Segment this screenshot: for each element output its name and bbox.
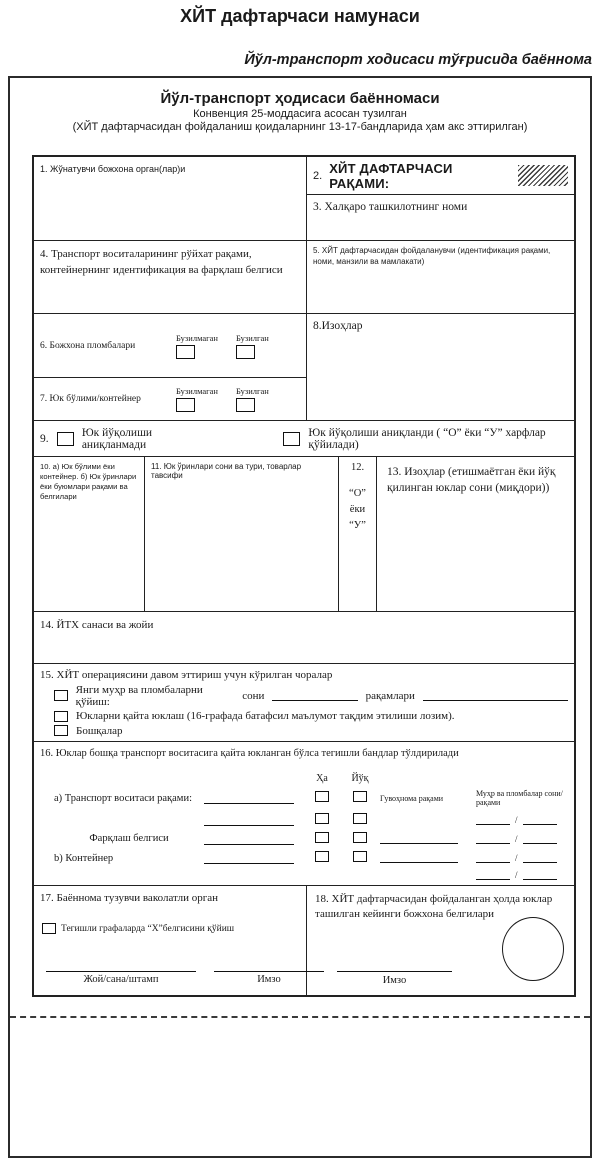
- no-loss-label: Юк йўқолиши аниқланмади: [81, 426, 153, 451]
- field-7-label: 7. Юк бўлими/контейнер: [40, 393, 141, 404]
- broken-label: Бузилган: [235, 385, 269, 396]
- field-12-o-or-u: [339, 457, 377, 611]
- field-12-o: “О”: [349, 488, 366, 499]
- seal-number-line[interactable]: [523, 815, 557, 825]
- vehicle-no-checkbox-2[interactable]: [353, 813, 367, 824]
- seal-count-line[interactable]: [476, 815, 510, 825]
- mark-yes-checkbox[interactable]: [315, 832, 329, 843]
- reload-checkbox[interactable]: [54, 711, 68, 722]
- mark-line-1[interactable]: [204, 833, 294, 845]
- seal-count-line[interactable]: [476, 853, 510, 863]
- field-18-customs-marks: [307, 886, 574, 995]
- field-6-label: 6. Божхона пломбалари: [40, 340, 136, 351]
- place-date-stamp-line[interactable]: [46, 971, 196, 972]
- field-12-u: “У”: [349, 520, 366, 532]
- field-7-load-compartment: [34, 378, 306, 419]
- stamp-circle: [502, 917, 564, 981]
- slash: /: [515, 870, 518, 881]
- form-box: [8, 76, 592, 1158]
- compartment-broken-checkbox[interactable]: [236, 398, 255, 412]
- seal-number-line[interactable]: [523, 870, 557, 880]
- field-18-label: 18. ХЙТ дафтарчасидан фойдаланган ҳолда юклар ташилган кейинги божхона белгилари: [315, 893, 553, 921]
- distinguishing-mark-label: Фарқлаш белгиси: [89, 833, 169, 845]
- footnote-label: Тегишли графаларда “Х”белгисини қўйиш: [61, 923, 235, 934]
- certificate-line-2[interactable]: [380, 853, 458, 863]
- page-title: ХЙТ дафтарчаси намунаси: [180, 6, 420, 26]
- field-17-authority: [34, 886, 307, 995]
- certificate-number-header: Гувоҳнома рақами: [380, 793, 444, 803]
- field-14-accident-date-place: 14. ЙТХ санаси ва жойи: [34, 612, 574, 664]
- vehicle-yes-checkbox-2[interactable]: [315, 813, 329, 824]
- container-label: b) Контейнер: [54, 852, 114, 864]
- vehicle-no-checkbox-1[interactable]: [353, 791, 367, 802]
- broken-label: Бузилган: [235, 332, 269, 343]
- other-label: Бошқалар: [76, 724, 123, 737]
- slash: /: [515, 833, 518, 844]
- seals-broken-checkbox[interactable]: [236, 345, 255, 359]
- vehicle-yes-checkbox-1[interactable]: [315, 791, 329, 802]
- container-yes-checkbox[interactable]: [315, 851, 329, 862]
- page-subtitle: Йўл-транспорт ходисаси тўғрисида баённома: [244, 52, 592, 68]
- mark-no-checkbox[interactable]: [353, 832, 367, 843]
- vehicle-number-label: а) Транспорт воситаси рақами:: [54, 792, 192, 804]
- loss-checkbox[interactable]: [283, 432, 300, 446]
- intact-label: Бузилмаган: [176, 332, 218, 343]
- new-seals-label: Янги муҳр ва пломбаларни қўйиш:: [75, 683, 203, 708]
- field-12-number: 12.: [350, 462, 365, 473]
- yes-header: Ҳа: [316, 773, 328, 785]
- certificate-line-1[interactable]: [380, 834, 458, 844]
- new-seals-checkbox[interactable]: [54, 690, 68, 701]
- seals-count-label: сони: [242, 689, 265, 702]
- signature-label-18: Имзо: [382, 975, 407, 987]
- seals-numbers-label: рақамлари: [365, 689, 415, 702]
- form-subtitle-2: (ХЙТ дафтарчасидан фойдаланиш қоидаларнинг 13-17-бандларида ҳам акс эттирилган): [72, 121, 528, 133]
- footnote: [42, 923, 234, 934]
- field-8-remarks: 8.Изоҳлар: [313, 320, 363, 332]
- seals-numbers-line[interactable]: [423, 691, 568, 701]
- field-2-label: ХЙТ ДАФТАРЧАСИ РАҚАМИ:: [329, 160, 453, 191]
- field-16-transfer: [34, 742, 574, 886]
- field-2-number: 2.: [313, 169, 323, 182]
- intact-label: Бузилмаган: [176, 385, 218, 396]
- no-header: Йўқ: [351, 773, 369, 785]
- footnote-checkbox[interactable]: [42, 923, 56, 934]
- field-10-compartment-marks: 10. а) Юк бўлими ёки контейнер. б) Юк ўринлари ёки буюмлари рақами ва белгилари: [34, 457, 145, 611]
- field-12-yoki: ёки: [349, 504, 366, 516]
- seal-number-line[interactable]: [523, 834, 557, 844]
- reload-label: Юкларни қайта юклаш (16-графада батафсил маълумот тақдим этилиши лозим).: [76, 710, 455, 723]
- hatched-fill-area: [518, 165, 568, 186]
- field-4-vehicle-registration: 4. Транспорт воситаларининг рўйхат рақами, контейнернинг идентификация ва фарқлаш белгиси: [34, 241, 307, 313]
- vehicle-number-line-2[interactable]: [204, 814, 294, 826]
- container-no-checkbox[interactable]: [353, 851, 367, 862]
- field-6-customs-seals: [34, 314, 306, 378]
- field-13-remarks-missing: 13. Изоҳлар (етишмаётган ёки йўқ қилинган юклар сони (миқдори)): [387, 466, 556, 495]
- field-3-international-org: 3. Халқаро ташкилотнинг номи: [313, 201, 468, 213]
- no-loss-checkbox[interactable]: [57, 432, 74, 446]
- field-5-carnet-holder: 5. ХЙТ дафтарчасидан фойдаланувчи (идентификация рақами, номи, манзили ва мамлакати): [313, 246, 551, 266]
- form-subtitle-1: Конвенция 25-моддасига асосан тузилган: [193, 108, 407, 120]
- field-15-title: 15. ХЙТ операциясини давом эттириш учун кўрилган чоралар: [40, 669, 333, 681]
- slash: /: [515, 814, 518, 825]
- slash: /: [515, 853, 518, 864]
- field-17-label: 17. Баённома тузувчи ваколатли орган: [40, 892, 218, 904]
- place-date-stamp-label: Жой/сана/штамп: [83, 974, 159, 985]
- container-line[interactable]: [204, 852, 294, 864]
- seal-count-line[interactable]: [476, 834, 510, 844]
- field-9-cargo-loss: [34, 421, 574, 457]
- signature-label-17: Имзо: [257, 974, 281, 985]
- field-1-departure-customs: 1. Жўнатувчи божхона орган(лар)и: [34, 157, 307, 240]
- seal-count-line[interactable]: [476, 870, 510, 880]
- other-checkbox[interactable]: [54, 725, 68, 736]
- field-15-measures: [34, 664, 574, 742]
- compartment-intact-checkbox[interactable]: [176, 398, 195, 412]
- vehicle-number-line-1[interactable]: [204, 792, 294, 804]
- form-table: [32, 155, 576, 997]
- field-9-number: 9.: [40, 432, 49, 445]
- loss-label: Юк йўқолиши аниқланди ( “О” ёки “У” харфлар қўйилади): [308, 426, 546, 451]
- signature-line-18[interactable]: [337, 971, 452, 972]
- seals-intact-checkbox[interactable]: [176, 345, 195, 359]
- seals-count-line[interactable]: [272, 691, 357, 701]
- field-11-packages-description: 11. Юк ўринлари сони ва тури, товарлар тавсифи: [145, 457, 339, 611]
- seals-affixed-header: Муҳр ва пломбалар сони/рақами: [476, 789, 563, 808]
- field-16-title: 16. Юклар бошқа транспорт воситасига қайта юкланган бўлса тегишли бандлар тўлдирилади: [40, 748, 459, 759]
- seal-number-line[interactable]: [523, 853, 557, 863]
- form-title: Йўл-транспорт ҳодисаси баённомаси: [160, 90, 440, 107]
- field-2-carnet-number: [307, 157, 574, 195]
- cut-line: [10, 1016, 590, 1018]
